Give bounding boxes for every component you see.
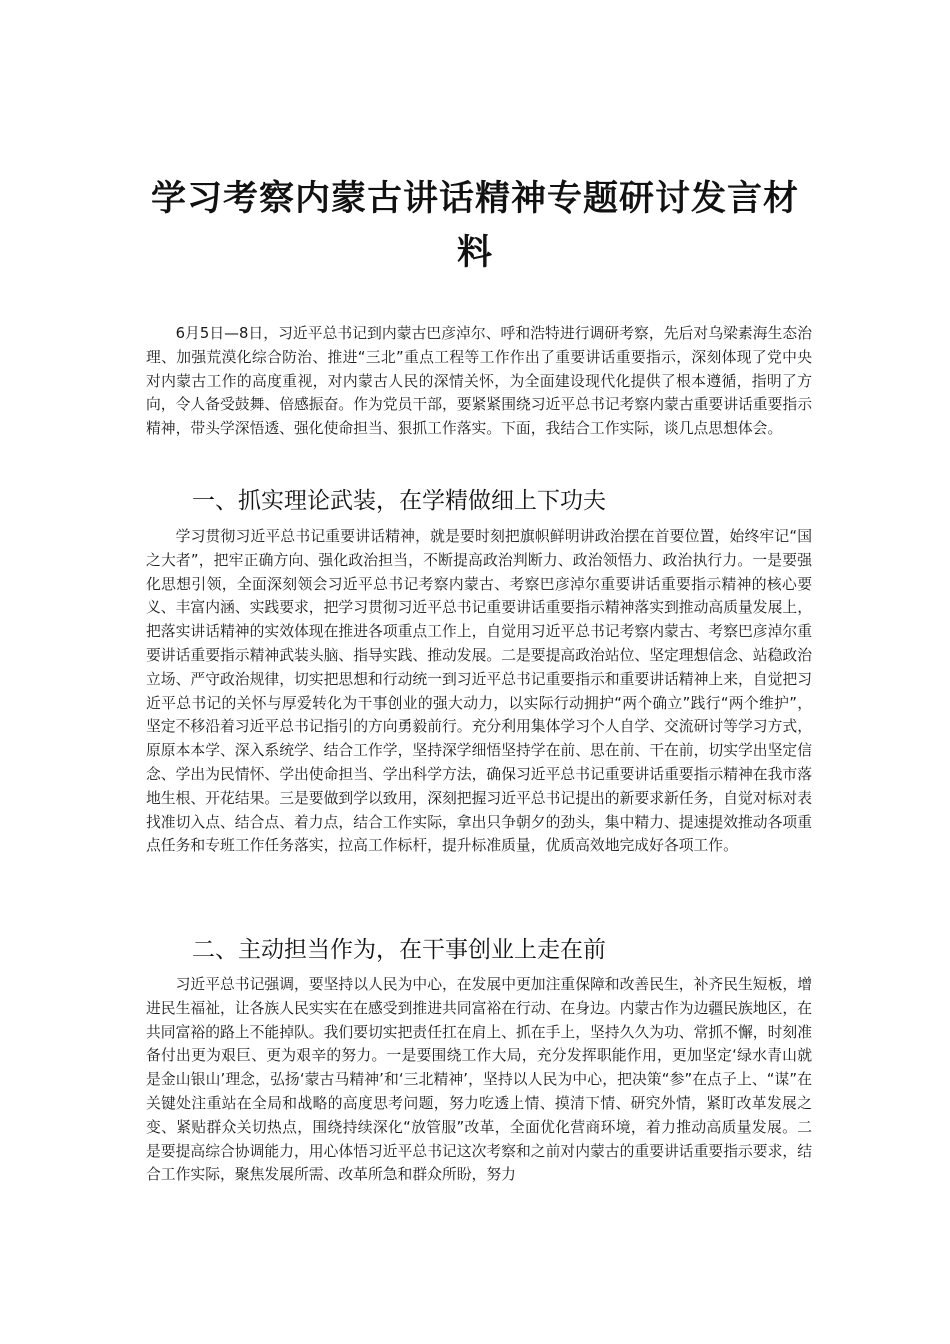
section-paragraph-2: 习近平总书记强调，要坚持以人民为中心，在发展中更加注重保障和改善民生，补齐民生短板，增进民生福祉，让各族人民实实在在感受到推进共同富裕在行动、在身边。内蒙古作为边疆民族地区，在共同富裕的路上不能掉队。我们要切实把责任扛在肩上、抓在手上，坚持久久为功、常抓不懈，时刻准备付出更为艰巨、更为艰辛的努力。一是要围绕工作大局，充分发挥职能作用，更加坚定‘绿水青山就是金山银山’理念，弘扬‘蒙古马精神’和‘三北精神’，坚持以人民为中心，把决策“参”在点子上、“谋”在关键处注重站在全局和战略的高度思考问题，努力吃透上情、摸清下情、研究外情，紧盯改革发展之变、紧贴群众关切热点，围绕持续深化“放管服”改革，全面优化营商环境，着力推动高质量发展。二是要提高综合协调能力，用心体悟习近平总书记这次考察和之前对内蒙古的重要讲话重要指示要求，结合工作实际，聚焦发展所需、改革所急和群众所盼，努力 (146, 976, 812, 1184)
intro-paragraph: 6月5日—8日，习近平总书记到内蒙古巴彦淖尔、呼和浩特进行调研考察，先后对乌梁素海生态治理、加强荒漠化综合防治、推进“三北”重点工程等工作作出了重要讲话重要指示，深刻体现了党中央对内蒙古工作的高度重视，对内蒙古人民的深情关怀，为全面建设现代化提供了根本遵循，指明了方向，令人备受鼓舞、倍感振奋。作为党员干部，要紧紧围绕习近平总书记考察内蒙古重要讲话重要指示精神，带头学深悟透、强化使命担当、狠抓工作落实。下面，我结合工作实际，谈几点思想体会。 (146, 325, 812, 438)
section-heading-2: 二、主动担当作为，在干事创业上走在前 (192, 937, 606, 963)
section-paragraph-1: 学习贯彻习近平总书记重要讲话精神，就是要时刻把旗帜鲜明讲政治摆在首要位置，始终牢记“国之大者”，把牢正确方向、强化政治担当，不断提高政治判断力、政治领悟力、政治执行力。一是要强化思想引领，全面深刻领会习近平总书记考察内蒙古、考察巴彦淖尔重要讲话重要指示精神的核心要义、丰富内涵、实践要求，把学习贯彻习近平总书记重要讲话重要指示精神落实到推动高质量发展上，把落实讲话精神的实效体现在推进各项重点工作上，自觉用习近平总书记考察内蒙古、考察巴彦淖尔重要讲话重要指示精神武装头脑、指导实践、推动发展。二是要提高政治站位、坚定理想信念、站稳政治立场、严守政治规律，切实把思想和行动统一到习近平总书记重要指示和重要讲话精神上来，自觉把习近平总书记的关怀与厚爱转化为干事创业的强大动力，以实际行动拥护“两个确立”践行“两个维护”，坚定不移沿着习近平总书记指引的方向勇毅前行。充分利用集体学习个人自学、交流研讨等学习方式，原原本本学、深入系统学、结合工作学，坚持深学细悟坚持学在前、思在前、干在前，切实学出坚定信念、学出为民情怀、学出使命担当、学出科学方法，确保习近平总书记重要讲话重要指示精神在我市落地生根、开花结果。三是要做到学以致用，深刻把握习近平总书记提出的新要求新任务，自觉对标对表找准切入点、结合点、着力点，结合工作实际，拿出只争朝夕的劲头，集中精力、提速提效推动各项重点任务和专班工作任务落实，拉高工作标杆，提升标准质量，优质高效地完成好各项工作。 (146, 528, 812, 855)
section-heading-1: 一、抓实理论武装，在学精做细上下功夫 (192, 488, 606, 514)
document-title: 学习考察内蒙古讲话精神专题研讨发言材料 (150, 178, 799, 273)
